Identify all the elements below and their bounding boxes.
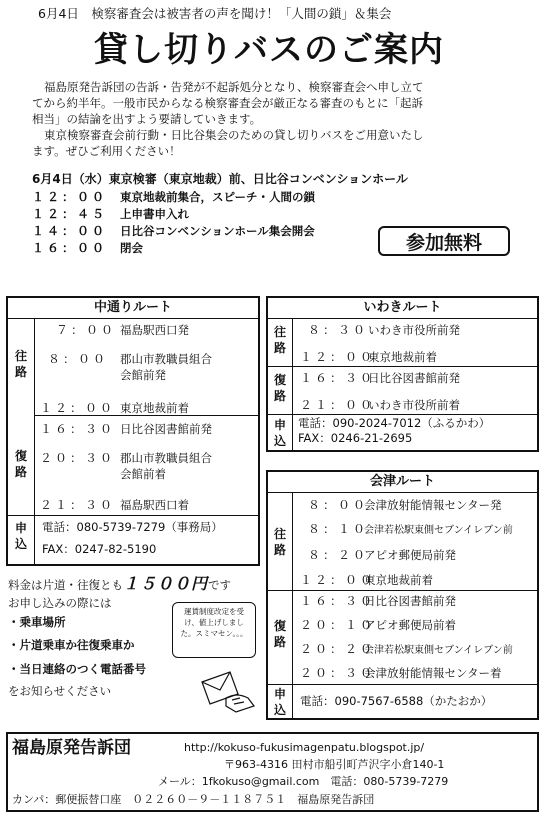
free-badge: 参加無料 — [378, 226, 510, 256]
nakadori-apply-label: 申込 — [14, 521, 27, 551]
nakadori-phone: 電話：080-5739-7279（事務局） — [42, 520, 223, 534]
apply-item: ・片道乗車か往復乗車か — [8, 638, 135, 652]
nakadori-route-title: 中通りルート — [93, 300, 172, 315]
schedule-row — [32, 224, 315, 241]
apply-item: ・当日連絡のつく電話番号 — [8, 662, 146, 676]
intro-para1-line3: 相当」の結論を出すよう要請していきます。 — [32, 112, 262, 126]
event-schedule — [32, 190, 315, 258]
iwaki-out-row: １２：００東京地裁前着 — [300, 350, 437, 364]
schedule-row — [32, 241, 315, 258]
schedule-time: １２：００ — [32, 190, 108, 204]
schedule-desc: 日比谷コンベンションホール集会開会 — [120, 224, 315, 238]
aizu-out-row: １２：００東京地裁前着 — [300, 573, 433, 587]
iwaki-return-label: 復路 — [273, 373, 286, 403]
iwaki-route-title: いわきルート — [363, 300, 442, 315]
fare-line: 料金は片道・往復とも１５００円です — [8, 574, 232, 593]
nakadori-ret-row: ２１：３０ 福島駅西口着 — [40, 498, 189, 512]
page-title: 貸し切りバスのご案内 — [94, 30, 444, 70]
nakadori-fax: FAX：0247-82-5190 — [42, 542, 157, 556]
aizu-ret-row: １６：３０日比谷図書館前発 — [300, 594, 456, 608]
schedule-desc: 閉会 — [120, 241, 143, 255]
schedule-desc: 東京地裁前集合，スピーチ・人間の鎖 — [120, 190, 316, 204]
schedule-row — [32, 190, 315, 207]
intro-para1-line1: 福島原発告訴団の告訴・告発が不起訴処分となり、検察審査会へ申し立て — [44, 80, 424, 94]
schedule-time: １２：４５ — [32, 207, 108, 221]
iwaki-fax: FAX：0246-21-2695 — [298, 431, 413, 445]
nakadori-outbound-label: 往路 — [14, 349, 27, 379]
aizu-out-row: ８：１０会津若松駅東側セブンイレブン前 — [308, 522, 513, 536]
aizu-ret-row: ２０：１０アピオ郵便局前着 — [300, 618, 456, 632]
apply-closing: をお知らせください — [8, 684, 112, 698]
schedule-desc: 上申書申入れ — [120, 207, 189, 221]
nakadori-out-row-cont: 会館前発 — [120, 368, 166, 382]
aizu-ret-row: ２０：２０会津若松駅東側セブンイレブン前 — [300, 642, 513, 656]
footer-kanpa: カンパ：郵便振替口座 ０２２６０－９－１１８７５１ 福島原発告訴団 — [12, 793, 375, 806]
fare-amount: １５００円 — [123, 574, 209, 593]
footer-box — [6, 732, 539, 812]
iwaki-out-row: ８：３０いわき市役所前発 — [308, 323, 460, 337]
iwaki-phone: 電話：090-2024-7012（ふるかわ） — [298, 416, 491, 430]
footer-org-name: 福島原発告訴団 — [12, 738, 131, 758]
nakadori-out-row: ８：００ 郡山市教職員組合 — [48, 352, 212, 366]
footer-address: 〒963-4316 田村市船引町芦沢字小倉140-1 — [224, 758, 445, 771]
nakadori-out-row: ７：００ 福島駅西口発 — [56, 323, 189, 337]
fare-note-bubble: 運賃制度改定を受け、値上げしました。スミマセン。。。 — [172, 602, 256, 658]
nakadori-route-box — [6, 296, 260, 566]
footer-url[interactable]: http://kokuso-fukusimagenpatu.blogspot.jp/ — [184, 741, 425, 754]
nakadori-return-label: 復路 — [14, 449, 27, 479]
schedule-row — [32, 207, 315, 224]
date-line: 6月4日 検察審査会は被害者の声を聞け！「人間の鎖」＆集会 — [38, 6, 392, 21]
aizu-phone: 電話：090-7567-6588（かたおか） — [300, 694, 493, 708]
aizu-return-label: 復路 — [273, 619, 286, 649]
intro-para2-line2: ます。ぜひご利用ください！ — [32, 144, 181, 158]
nakadori-ret-row-cont: 会館前着 — [120, 467, 166, 481]
footer-mail-phone: メール：1fkokuso@gmail.com 電話：080-5739-7279 — [158, 775, 449, 788]
iwaki-apply-label: 申込 — [273, 418, 286, 448]
apply-item: ・乗車場所 — [8, 615, 66, 629]
iwaki-ret-row: ２１：００いわき市役所前着 — [300, 398, 460, 412]
aizu-route-box — [266, 470, 539, 720]
iwaki-ret-row: １６：３０日比谷図書館前発 — [300, 371, 460, 385]
intro-para1-line2: てから約半年。一般市民からなる検察審査会が厳正なる審査のもとに「起訴 — [32, 96, 423, 110]
event-heading: 6月4日（水）東京検審（東京地裁）前、日比谷コンベンションホール — [32, 172, 408, 186]
aizu-ret-row: ２０：３０会津放射能情報センター着 — [300, 666, 502, 680]
aizu-out-row: ８：００会津放射能情報センター発 — [308, 498, 502, 512]
aizu-out-row: ８：２０アピオ郵便局前発 — [308, 548, 456, 562]
nakadori-ret-row: ２０：３０ 郡山市教職員組合 — [40, 451, 212, 465]
aizu-route-title: 会津ルート — [369, 474, 435, 489]
apply-intro: お申し込みの際には — [8, 596, 112, 610]
schedule-time: １６：００ — [32, 241, 108, 255]
schedule-time: １４：００ — [32, 224, 108, 238]
aizu-apply-label: 申込 — [273, 687, 286, 717]
iwaki-route-box — [266, 296, 539, 452]
nakadori-out-row: １２：００ 東京地裁前着 — [40, 401, 189, 415]
intro-para2-line1: 東京検察審査会前行動・日比谷集会のための貸し切りバスをご用意いたし — [44, 128, 424, 142]
nakadori-ret-row: １６：３０ 日比谷図書館前発 — [40, 422, 212, 436]
iwaki-outbound-label: 往路 — [273, 325, 286, 355]
aizu-outbound-label: 往路 — [273, 527, 286, 557]
hand-envelope-icon — [196, 664, 258, 714]
